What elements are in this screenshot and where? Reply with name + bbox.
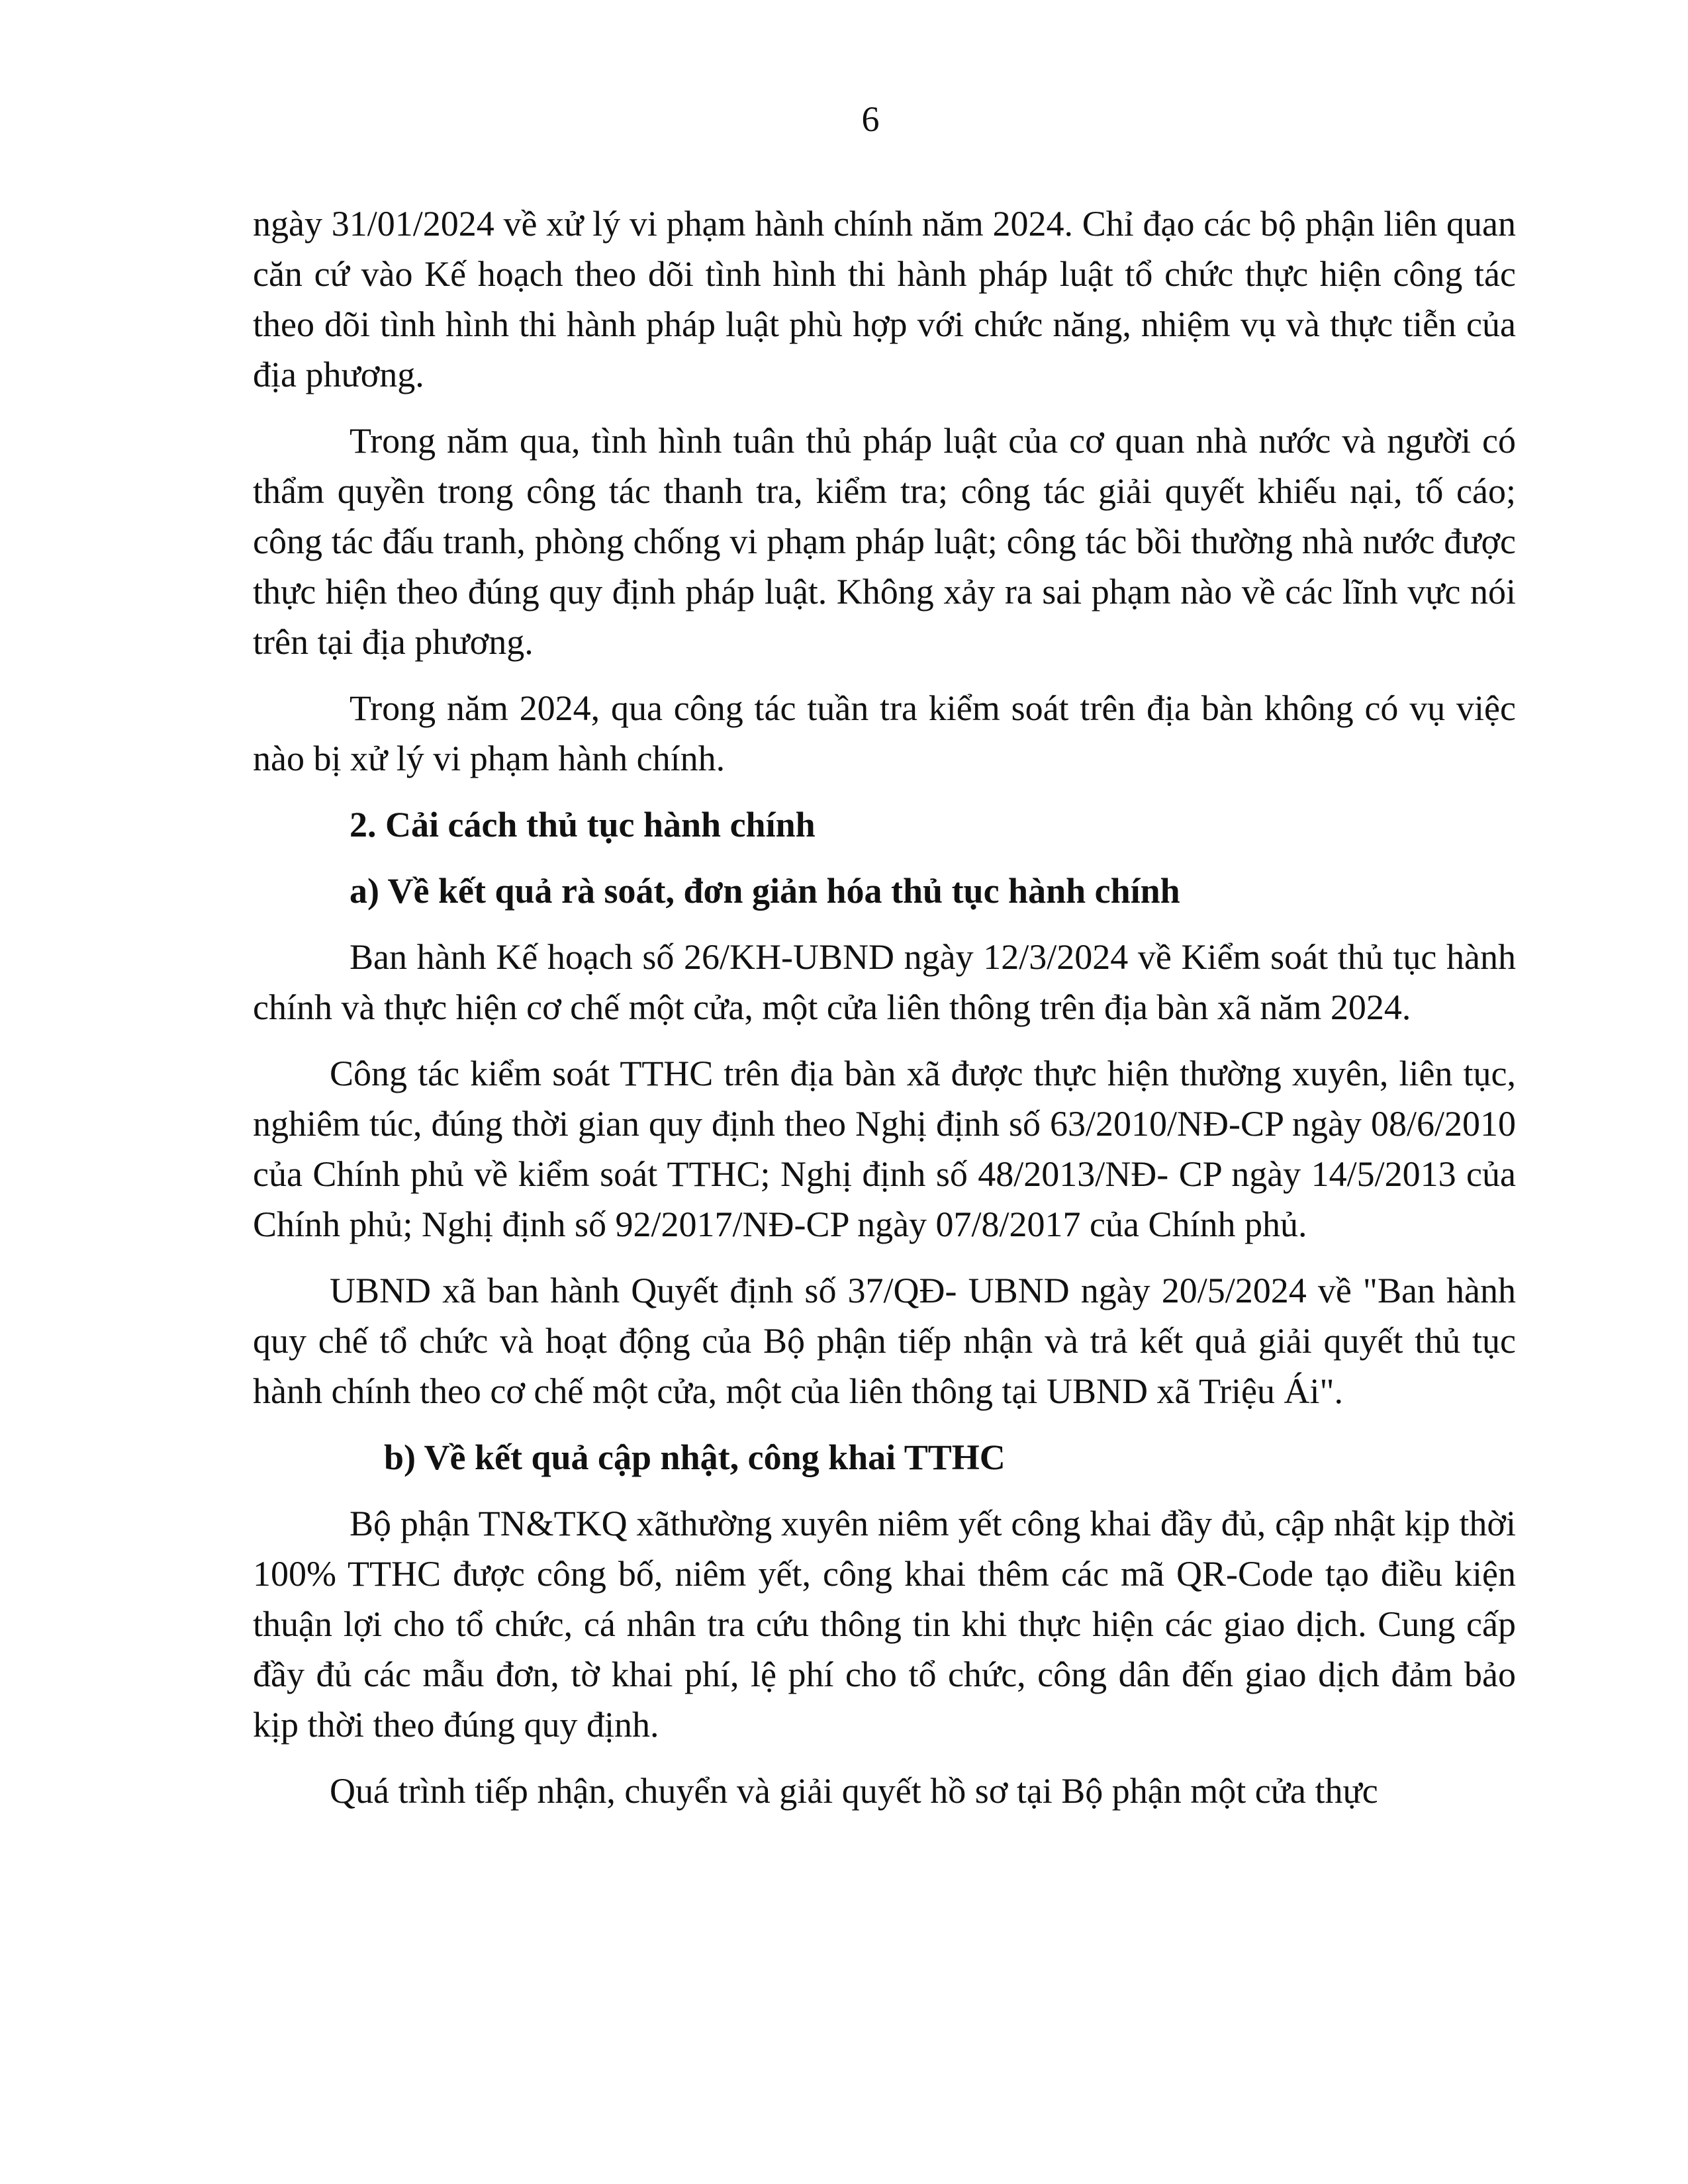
paragraph-6: UBND xã ban hành Quyết định số 37/QĐ- UBND ngày 20/5/2024 về "Ban hành quy chế tổ chức và hoạt động của Bộ phận tiếp nhận và trả kết quả giải quyết thủ tục hành chính theo cơ chế một cửa, một của liên thông tại UBND xã Triệu Ái". (253, 1271, 1516, 1411)
paragraph-7: Bộ phận TN&TKQ xãthường xuyên niêm yết công khai đầy đủ, cập nhật kịp thời 100% TTHC được công bố, niêm yết, công khai thêm các mã QR-Code tạo điều kiện thuận lợi cho tổ chức, cá nhân tra cứu thông tin khi thực hiện các giao dịch. Cung cấp đầy đủ các mẫu đơn, tờ khai phí, lệ phí cho tổ chức, công dân đến giao dịch đảm bảo kịp thời theo đúng quy định. (253, 1504, 1516, 1745)
paragraph-4: Ban hành Kế hoạch số 26/KH-UBND ngày 12/3/2024 về Kiểm soát thủ tục hành chính và thực hiện cơ chế một cửa, một cửa liên thông trên địa bàn xã năm 2024. (253, 937, 1516, 1027)
paragraph-2: Trong năm qua, tình hình tuân thủ pháp luật của cơ quan nhà nước và người có thẩm quyền trong công tác thanh tra, kiểm tra; công tác giải quyết khiếu nại, tố cáo; công tác đấu tranh, phòng chống vi phạm pháp luật; công tác bồi thường nhà nước được thực hiện theo đúng quy định pháp luật. Không xảy ra sai phạm nào về các lĩnh vực nói trên tại địa phương. (253, 421, 1516, 662)
paragraph-8: Quá trình tiếp nhận, chuyển và giải quyết hồ sơ tại Bộ phận một cửa thực (330, 1771, 1378, 1811)
document-body (253, 199, 1516, 1832)
section-heading-2: 2. Cải cách thủ tục hành chính (350, 805, 816, 844)
paragraph-3: Trong năm 2024, qua công tác tuần tra kiểm soát trên địa bàn không có vụ việc nào bị xử lý vi phạm hành chính. (253, 688, 1516, 778)
paragraph-5: Công tác kiểm soát TTHC trên địa bàn xã được thực hiện thường xuyên, liên tục, nghiêm túc, đúng thời gian quy định theo Nghị định số 63/2010/NĐ-CP ngày 08/6/2010 của Chính phủ về kiểm soát TTHC; Nghị định số 48/2013/NĐ- CP ngày 14/5/2013 của Chính phủ; Nghị định số 92/2017/NĐ-CP ngày 07/8/2017 của Chính phủ. (253, 1054, 1516, 1244)
page-number: 6 (861, 99, 880, 139)
paragraph-1: ngày 31/01/2024 về xử lý vi phạm hành chính năm 2024. Chỉ đạo các bộ phận liên quan căn cứ vào Kế hoạch theo dõi tình hình thi hành pháp luật tổ chức thực hiện công tác theo dõi tình hình thi hành pháp luật phù hợp với chức năng, nhiệm vụ và thực tiễn của địa phương. (253, 204, 1516, 394)
subsection-heading-a: a) Về kết quả rà soát, đơn giản hóa thủ tục hành chính (350, 871, 1180, 911)
subsection-heading-b: b) Về kết quả cập nhật, công khai TTHC (384, 1437, 1006, 1477)
